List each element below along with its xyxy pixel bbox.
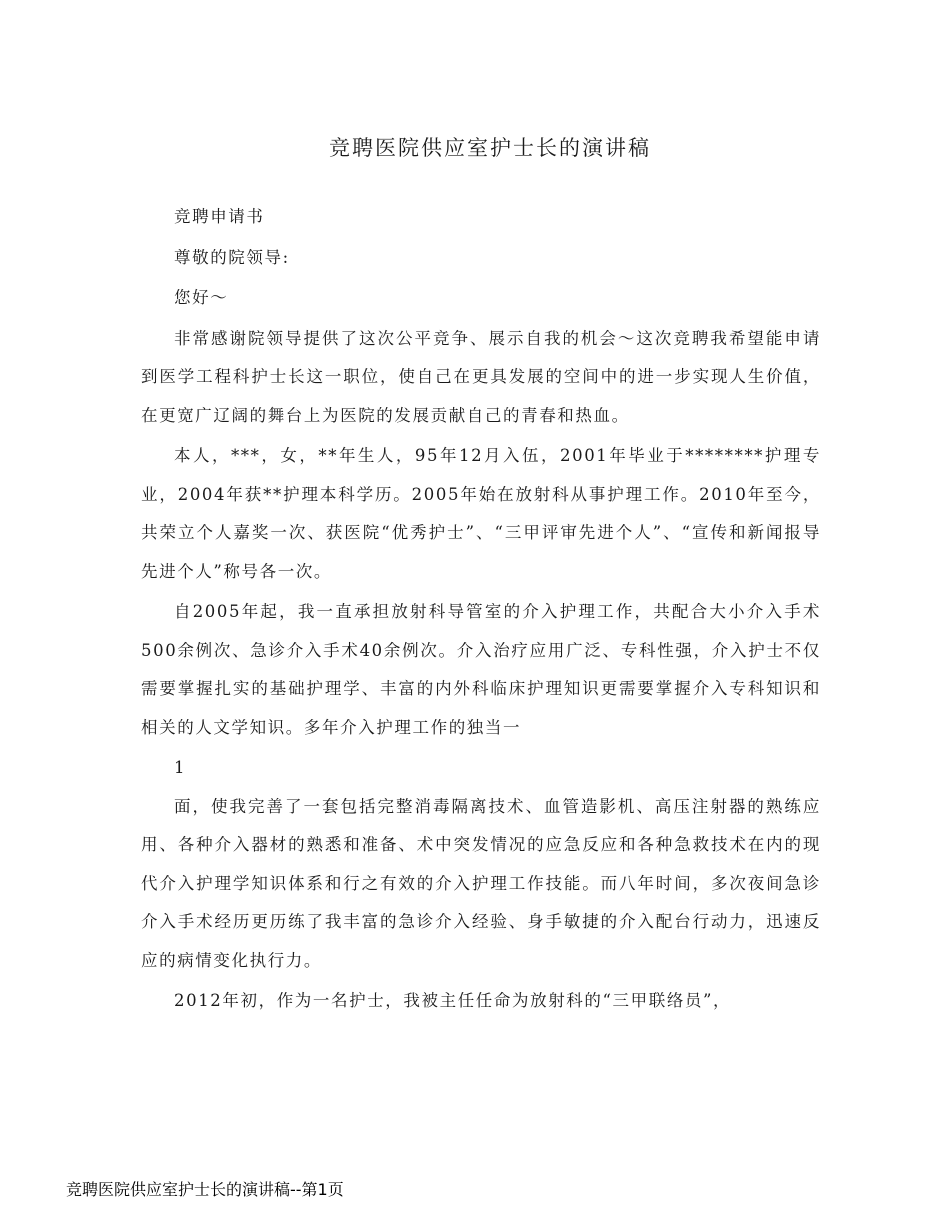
page-footer: 竞聘医院供应室护士长的演讲稿--第1页	[66, 1180, 344, 1199]
paragraph-intro: 非常感谢院领导提供了这次公平竞争、展示自我的机会～这次竞聘我希望能申请到医学工程科护士长这一职位，使自己在更具发展的空间中的进一步实现人生价值，在更宽广辽阔的舞台上为医院的发展贡献自己的青春和热血。	[141, 328, 821, 425]
document-title: 竞聘医院供应室护士长的演讲稿	[329, 136, 651, 160]
paragraph-background: 本人，***，女，**年生人，95年12月入伍，2001年毕业于********护理专业，2004年获**护理本科学历。2005年始在放射科从事护理工作。2010年至今，共荣立个人嘉奖一次、获医院“优秀护士”、“三甲评审先进个人”、“宣传和新闻报导先进个人”称号各一次。	[141, 446, 821, 581]
paragraph-liaison: 2012年初，作为一名护士，我被主任任命为放射科的“三甲联络员”，	[174, 991, 732, 1010]
paragraph-skills: 面，使我完善了一套包括完整消毒隔离技术、血管造影机、高压注射器的熟练应用、各种介入器材的熟悉和准备、术中突发情况的应急反应和各种急救技术在内的现代介入护理学知识体系和行之有效的介入护理工作技能。而八年时间，多次夜间急诊介入手术经历更历练了我丰富的急诊介入经验、身手敏捷的介入配台行动力，迅速反应的病情变化执行力。	[141, 796, 821, 970]
document-body	[141, 198, 821, 1021]
paragraph-heading: 竞聘申请书	[174, 207, 265, 226]
paragraph-salutation: 尊敬的院领导:	[174, 247, 290, 267]
paragraph-experience: 自2005年起，我一直承担放射科导管室的介入护理工作，共配合大小介入手术500余例次、急诊介入手术40余例次。介入治疗应用广泛、专科性强，介入护士不仅需要掌握扎实的基础护理学、丰富的内外科临床护理知识更需要掌握介入专科知识和相关的人文学知识。多年介入护理工作的独当一	[141, 602, 821, 737]
page-number: 1	[174, 758, 185, 777]
paragraph-greeting: 您好～	[174, 288, 229, 307]
